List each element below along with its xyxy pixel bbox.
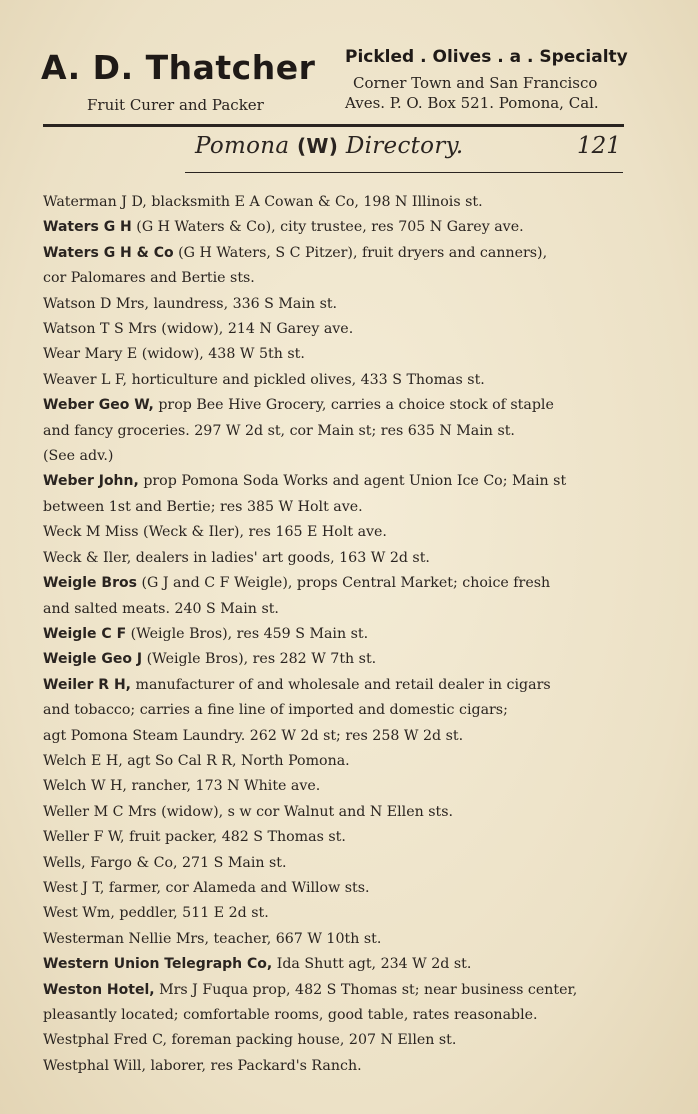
entry-name: West Wm, bbox=[43, 905, 115, 922]
entry-text: agt Pomona Steam Laundry. 262 W 2d st; res 258 W 2d st. bbox=[43, 727, 464, 744]
entry-name: Wear Mary E bbox=[43, 346, 138, 363]
directory-entry bbox=[43, 393, 628, 469]
running-head-title-after: Directory. bbox=[338, 133, 464, 159]
entry-name: Westphal Fred C, bbox=[43, 1032, 168, 1049]
directory-entry bbox=[43, 647, 628, 672]
page-number: 121 bbox=[577, 133, 621, 159]
entry-name: Waters G H & Co bbox=[43, 244, 174, 261]
entry-name: Welch W H, bbox=[43, 778, 127, 795]
directory-entry bbox=[43, 520, 628, 545]
directory-entry bbox=[43, 673, 628, 749]
entry-name: West J T, bbox=[43, 879, 105, 896]
directory-entry bbox=[43, 749, 628, 774]
entry-name: Weller M C Mrs bbox=[43, 803, 157, 820]
entry-name: Weck & Iler, bbox=[43, 549, 132, 566]
entry-name: Weigle C F bbox=[43, 625, 127, 642]
directory-entry bbox=[43, 190, 628, 215]
entry-name: Westphal Will, bbox=[43, 1057, 146, 1074]
advertiser-address-line1: Corner Town and San Francisco bbox=[353, 74, 598, 92]
entry-name: Watson D Mrs, bbox=[43, 295, 149, 312]
directory-entry bbox=[43, 901, 628, 926]
entry-text: prop Bee Hive Grocery, carries a choice stock of staple bbox=[153, 397, 554, 414]
directory-entry bbox=[43, 851, 628, 876]
advertiser-address-line2: Aves. P. O. Box 521. Pomona, Cal. bbox=[345, 94, 599, 112]
advertiser-specialty: Pickled . Olives . a . Specialty bbox=[345, 47, 628, 67]
entry-name: Weigle Geo J bbox=[43, 651, 143, 668]
entry-text: Ida Shutt agt, 234 W 2d st. bbox=[272, 956, 472, 973]
entry-name: Weaver L F, bbox=[43, 371, 128, 388]
directory-entry bbox=[43, 342, 628, 367]
entry-name: Weiler R H, bbox=[43, 676, 131, 693]
entry-text: Mrs J Fuqua prop, 482 S Thomas st; near business center, bbox=[154, 981, 578, 998]
directory-entry bbox=[43, 1054, 628, 1079]
directory-entry bbox=[43, 774, 628, 799]
advertiser-subtitle: Fruit Curer and Packer bbox=[87, 96, 264, 114]
advertiser-name: A. D. Thatcher bbox=[41, 48, 316, 87]
directory-entry bbox=[43, 622, 628, 647]
entry-name: Weller F W, bbox=[43, 829, 125, 846]
directory-entry bbox=[43, 215, 628, 240]
directory-entry bbox=[43, 368, 628, 393]
entry-text: (Weigle Bros), res 282 W 7th st. bbox=[142, 651, 377, 668]
running-head-letter: (W) bbox=[296, 134, 339, 158]
entry-text: (widow), 438 W 5th st. bbox=[137, 346, 305, 363]
entry-text: farmer, cor Alameda and Willow sts. bbox=[104, 879, 370, 896]
directory-entry bbox=[43, 241, 628, 292]
entry-text: cor Palomares and Bertie sts. bbox=[43, 270, 255, 287]
entry-text: foreman packing house, 207 N Ellen st. bbox=[167, 1032, 457, 1049]
entry-name: Welch E H, bbox=[43, 752, 123, 769]
entry-text: (widow), 214 N Garey ave. bbox=[156, 321, 354, 338]
entry-text: and tobacco; carries a fine line of imported and domestic cigars; bbox=[43, 702, 508, 719]
entry-text: prop Pomona Soda Works and agent Union Ice Co; Main st bbox=[138, 473, 567, 490]
entry-text: (See adv.) bbox=[43, 448, 114, 465]
entry-text: laborer, res Packard's Ranch. bbox=[145, 1057, 362, 1074]
directory-entry bbox=[43, 927, 628, 952]
entry-text: (G H Waters, S C Pitzer), fruit dryers and canners), bbox=[173, 244, 548, 261]
entry-text: blacksmith E A Cowan & Co, 198 N Illinois st. bbox=[146, 194, 483, 210]
directory-entry bbox=[43, 546, 628, 571]
entry-text: between 1st and Bertie; res 385 W Holt ave. bbox=[43, 498, 363, 515]
entry-name: Waters G H bbox=[43, 219, 132, 236]
entry-text: dealers in ladies' art goods, 163 W 2d st. bbox=[131, 549, 430, 566]
entry-name: Wells, Fargo & Co, bbox=[43, 854, 178, 871]
header-divider bbox=[43, 124, 624, 127]
entry-name: Weck M Miss bbox=[43, 524, 139, 541]
entry-text: rancher, 173 N White ave. bbox=[126, 778, 321, 795]
entry-text: agt So Cal R R, North Pomona. bbox=[122, 752, 350, 769]
running-head-title bbox=[195, 133, 463, 159]
entry-name: Westerman Nellie Mrs, bbox=[43, 930, 209, 947]
entry-text: pleasantly located; comfortable rooms, good table, rates reasonable. bbox=[43, 1007, 538, 1023]
entry-text: (G J and C F Weigle), props Central Market; choice fresh bbox=[136, 575, 551, 592]
entry-name: Western Union Telegraph Co, bbox=[43, 956, 273, 973]
directory-entry bbox=[43, 469, 628, 520]
directory-entry bbox=[43, 952, 628, 977]
entry-text: and salted meats. 240 S Main st. bbox=[43, 600, 279, 617]
entry-text: (widow), s w cor Walnut and N Ellen sts. bbox=[156, 803, 454, 820]
entry-name: Weber John, bbox=[43, 473, 139, 490]
entry-name: Watson T S Mrs bbox=[43, 321, 157, 338]
directory-entries bbox=[43, 190, 628, 1079]
directory-entry bbox=[43, 317, 628, 342]
directory-entry bbox=[43, 978, 628, 1029]
entry-name: Waterman J D, bbox=[43, 194, 147, 210]
entry-text: manufacturer of and wholesale and retail dealer in cigars bbox=[131, 676, 551, 693]
directory-entry bbox=[43, 1028, 628, 1053]
directory-entry bbox=[43, 571, 628, 622]
header-advertisement bbox=[40, 44, 630, 119]
directory-entry bbox=[43, 800, 628, 825]
entry-text: (Weigle Bros), res 459 S Main st. bbox=[126, 625, 369, 642]
entry-text: (G H Waters & Co), city trustee, res 705 N Garey ave. bbox=[131, 219, 524, 236]
entry-text: peddler, 511 E 2d st. bbox=[114, 905, 269, 922]
running-head-divider bbox=[185, 172, 623, 173]
entry-name: Weston Hotel, bbox=[43, 981, 155, 998]
entry-text: fruit packer, 482 S Thomas st. bbox=[124, 829, 346, 846]
entry-text: and fancy groceries. 297 W 2d st, cor Main st; res 635 N Main st. bbox=[43, 422, 515, 439]
entry-text: teacher, 667 W 10th st. bbox=[208, 930, 382, 947]
entry-text: laundress, 336 S Main st. bbox=[148, 295, 338, 312]
entry-text: horticulture and pickled olives, 433 S Thomas st. bbox=[127, 371, 485, 388]
directory-entry bbox=[43, 876, 628, 901]
directory-entry bbox=[43, 292, 628, 317]
entry-name: Weber Geo W, bbox=[43, 397, 154, 414]
running-head-title-before: Pomona bbox=[195, 133, 297, 159]
entry-text: 271 S Main st. bbox=[177, 854, 287, 871]
entry-text: (Weck & Iler), res 165 E Holt ave. bbox=[138, 524, 387, 541]
entry-name: Weigle Bros bbox=[43, 575, 137, 592]
directory-entry bbox=[43, 825, 628, 850]
